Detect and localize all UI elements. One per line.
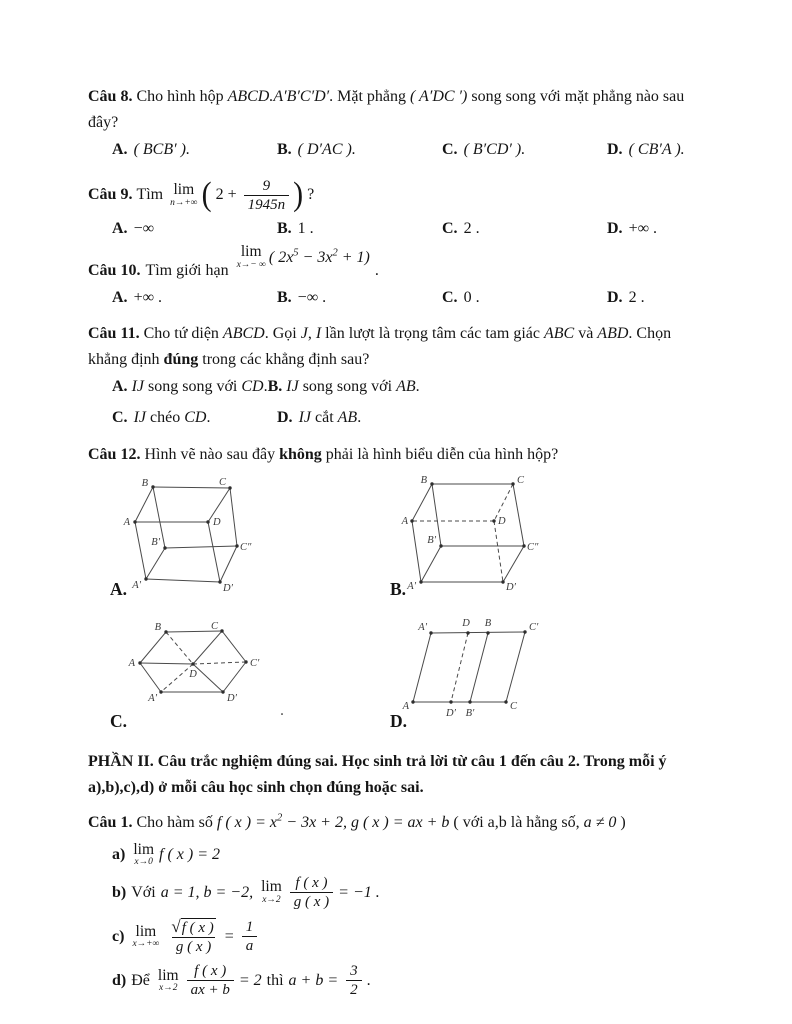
question-11-text: Câu 11. Cho tứ diện ABCD. Gọi J, I lần lượt là trọng tâm các tam giác ABC và ABD. Chọn	[88, 324, 672, 342]
vertex-label: A	[128, 657, 135, 669]
figure-a-label: A.	[110, 578, 128, 599]
question-8-text: Câu 8. Cho hình hộp ABCD.A′B′C′D′. Mặt phẳng ( A′DC ′) song song với mặt phẳng nào sau	[88, 88, 685, 105]
figure-a	[88, 474, 388, 605]
option-b: B. 1 .	[277, 219, 314, 237]
vertex-label: D	[189, 668, 197, 680]
limit-operator: lim x→− ∞	[236, 243, 266, 270]
vertex-label: B′	[465, 707, 475, 719]
vertex-label: A	[402, 700, 409, 712]
parallelogram-diagram-d	[400, 617, 552, 729]
big-paren-close: )	[293, 176, 304, 214]
vertex-label: D	[213, 516, 221, 528]
option-d: D. +∞ .	[607, 219, 657, 237]
math-expression: ABCD.A′B′C′D′	[227, 88, 330, 105]
part-2-heading	[88, 749, 710, 800]
question-10-options	[112, 285, 710, 311]
vertex-label: A	[401, 515, 408, 527]
figure-row-ab	[88, 474, 710, 605]
vertex-label: C	[210, 620, 218, 632]
question-8-text-line2: đây?	[88, 113, 119, 131]
option-b: B. −∞ .	[277, 289, 327, 307]
limit-expression	[234, 244, 370, 270]
vertex-label: C	[510, 700, 518, 712]
figure-b	[388, 474, 562, 605]
option-c: C. IJ chéo CD.	[112, 408, 211, 426]
vertex-label: A′	[407, 580, 416, 592]
limit-operator: lim x→0	[133, 840, 154, 868]
fraction: $\frac{9}{1945n}$	[244, 177, 290, 214]
vertex-label: B′	[427, 534, 436, 546]
limit-operator: lim x→2	[261, 878, 282, 905]
question-number: Câu 8.	[88, 88, 133, 105]
figure-d-label: D.	[390, 711, 408, 732]
vertex-label: C′	[529, 621, 539, 633]
part2-question-1-text: Câu 1. Cho hàm số f ( x ) = $x^2 - 3x + 2$, g ( x ) = ax + b ( với a,b là hằng số, a ≠ 0 )	[88, 812, 626, 832]
question-number: Câu 12.	[88, 446, 141, 464]
question-11-text-line2: khẳng định đúng trong các khẳng định sau?	[88, 350, 370, 368]
vertex-label: D′	[227, 692, 237, 704]
figure-c	[88, 617, 388, 738]
question-9-text: Câu 9. Tìm lim n→+∞ ( 2 + $\frac{9}{1945n}$ ) ?	[88, 176, 315, 214]
vertex-label: B	[154, 621, 161, 633]
big-paren-open: (	[201, 176, 212, 214]
option-d: D. IJ cắt AB.	[277, 408, 362, 426]
vertex-label: B	[141, 477, 148, 489]
square-root: √f ( x )	[171, 916, 214, 936]
vertex-label: C′	[250, 657, 260, 669]
vertex-label: A′	[132, 579, 141, 591]
statement-c: c) lim x→+∞ $\frac{√f ( x )}{g ( x )}$ = $\frac{1}{a}$	[112, 917, 710, 956]
vertex-label: B	[484, 617, 492, 629]
statement-d: d) Để lim x→2 $\frac{f ( x )}{ax + b}$ = 2 thì a + b = $\frac{3}{2}$ .	[112, 963, 371, 999]
stray-period: .	[280, 701, 284, 719]
question-11-options-row2	[112, 405, 710, 431]
limit-operator: lim x→+∞	[132, 922, 160, 950]
statement-b: b) Với a = 1, b = −2, lim x→2 $\frac{f ( x )}{g ( x )}$ = −1 .	[112, 874, 380, 910]
vertex-label: C	[517, 474, 525, 486]
option-a: A. −∞	[112, 219, 154, 237]
fraction: $\frac{1}{a}$	[242, 918, 258, 955]
question-number: Câu 1.	[88, 814, 133, 832]
vertex-label: D′	[223, 582, 233, 594]
limit-operator: lim x→2	[157, 966, 179, 994]
option-d: D. 2 .	[607, 289, 645, 307]
option-c: C. 0 .	[442, 289, 480, 307]
question-10	[88, 243, 710, 311]
question-9-options	[112, 216, 710, 242]
part2-question-1	[88, 810, 710, 999]
figure-b-label: B.	[390, 578, 407, 599]
fraction: $\frac{3}{2}$	[346, 962, 362, 999]
vertex-label: D′	[446, 707, 456, 719]
vertex-label: D′	[506, 581, 516, 593]
question-8-options	[112, 137, 710, 163]
option-a: A. +∞ .	[112, 289, 162, 307]
question-number: Câu 9.	[88, 186, 133, 204]
question-10-text: Câu 10. Tìm giới hạn lim x→− ∞ ( $2x^5 - 3x^2 + 1$) .	[88, 257, 710, 283]
question-9	[88, 177, 710, 242]
option-c: C. ( B′CD′ ).	[442, 141, 526, 159]
option-b: B. ( D′AC ).	[277, 141, 356, 159]
figure-row-cd	[88, 617, 710, 738]
option-a: A. ( BCB′ ).	[112, 141, 190, 159]
question-12	[88, 442, 710, 737]
math-expression: ( A′DC ′)	[410, 88, 468, 105]
fraction: $\frac{√f ( x )}{g ( x )}$	[167, 917, 219, 956]
vertex-label: C	[218, 476, 226, 488]
vertex-label: B	[420, 474, 427, 486]
page-content	[88, 84, 710, 1009]
box-diagram-b	[400, 474, 562, 596]
option-c: C. 2 .	[442, 219, 480, 237]
vertex-label: C″	[240, 541, 252, 553]
hexagon-diagram-c	[112, 617, 274, 711]
vertex-label: D	[462, 617, 470, 629]
figure-c-label: C.	[110, 711, 128, 732]
limit-operator: lim n→+∞	[170, 181, 198, 208]
vertex-label: C″	[527, 541, 539, 553]
option-d: D. ( CB′A ).	[607, 141, 685, 159]
part-2-line2: a),b),c),d) ở mỗi câu học sinh chọn đúng hoặc sai.	[88, 778, 424, 796]
vertex-label: A′	[148, 692, 157, 704]
vertex-label: A	[123, 516, 130, 528]
question-number: Câu 11.	[88, 324, 140, 342]
question-12-text: Câu 12. Hình vẽ nào sau đây không phải là hình biểu diễn của hình hộp?	[88, 446, 559, 464]
figure-d	[388, 617, 552, 738]
math-expression: ( $2x^5 - 3x^2 + 1$)	[268, 247, 370, 266]
fraction: $\frac{f ( x )}{g ( x )}$	[290, 874, 333, 911]
question-11	[88, 321, 710, 430]
vertex-label: A′	[418, 621, 427, 633]
part-2-line1: PHẦN II. Câu trắc nghiệm đúng sai. Học sinh trả lời từ câu 1 đến câu 2. Trong mỗi ý	[88, 753, 667, 771]
question-8	[88, 84, 710, 163]
vertex-label: B′	[151, 536, 160, 548]
statement-a: a) lim x→0 f ( x ) = 2	[112, 840, 220, 868]
trailing-period: .	[374, 261, 379, 279]
question-number: Câu 10.	[88, 261, 141, 279]
math-expression: f ( x ) = $x^2 - 3x + 2$, g ( x ) = ax + b	[216, 812, 450, 832]
vertex-label: D	[498, 515, 506, 527]
question-11-options-row1: A. IJ song song với CD.B. IJ song song với AB.	[112, 378, 420, 396]
fraction: $\frac{f ( x )}{ax + b}$	[187, 962, 234, 999]
